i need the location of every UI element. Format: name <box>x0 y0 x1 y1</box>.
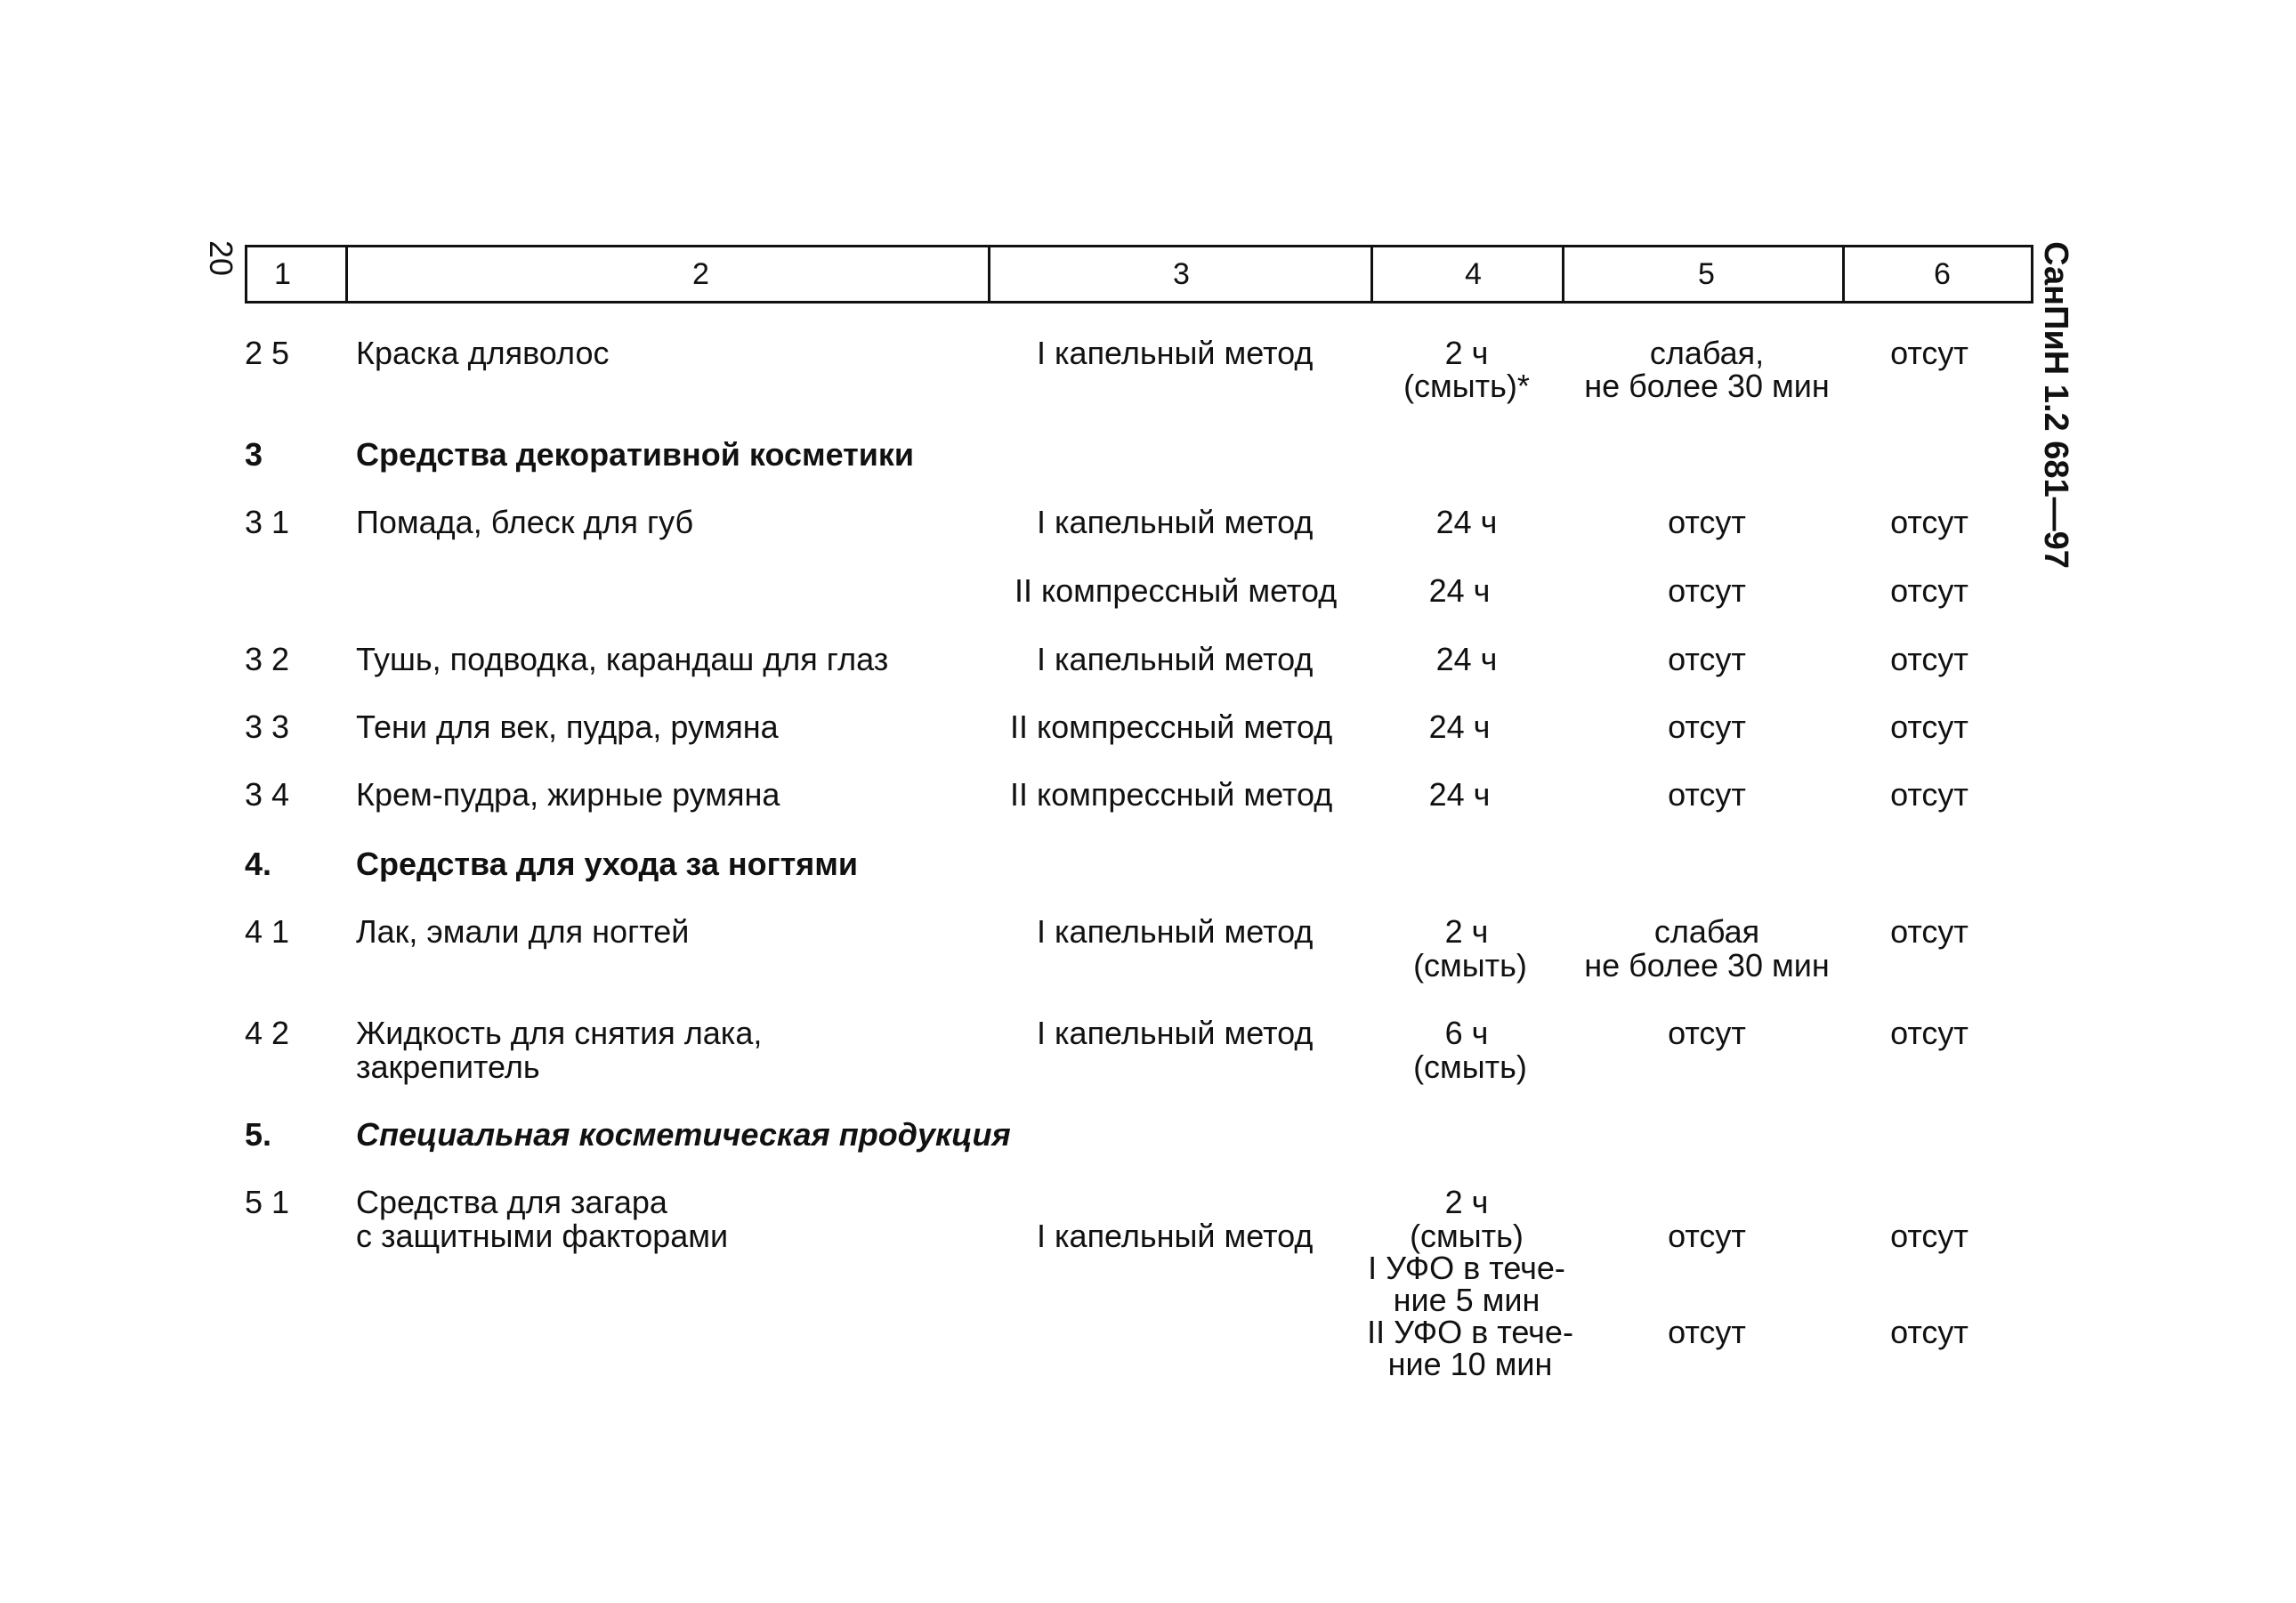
header-label: 2 <box>692 257 709 291</box>
test-method: I капельный метод <box>1037 335 1314 371</box>
test-method: I капельный метод <box>1037 913 1314 950</box>
section-number: 3 <box>245 436 263 473</box>
uv-exposure: ние 5 мин <box>1393 1282 1540 1318</box>
product-name: Жидкость для снятия лака, <box>356 1015 763 1051</box>
header-label: 6 <box>1934 257 1951 291</box>
exposure-time: 6 ч <box>1444 1015 1489 1051</box>
row-number: 4 2 <box>245 1015 290 1051</box>
test-method: II компрессный метод <box>1015 572 1338 609</box>
uv-exposure: II УФО в тече- <box>1367 1314 1573 1350</box>
exposure-time: 24 ч <box>1428 776 1491 813</box>
product-name: Лак, эмали для ногтей <box>356 913 690 950</box>
section-number: 5. <box>245 1116 272 1153</box>
col6-value: отсут <box>1890 776 1969 813</box>
col5-value: отсут <box>1668 504 1746 540</box>
col5-value: отсут <box>1668 1015 1746 1051</box>
col6-value: отсут <box>1890 572 1969 609</box>
col5-value: отсут <box>1668 641 1746 677</box>
exposure-time: (смыть) <box>1410 1218 1524 1254</box>
document-code: СанПиН 1.2 681—97 <box>2037 241 2074 569</box>
row-number: 5 1 <box>245 1184 290 1220</box>
row-number: 3 1 <box>245 504 290 540</box>
uv-exposure: ние 10 мин <box>1387 1346 1553 1382</box>
product-name: Тени для век, пудра, румяна <box>356 708 779 745</box>
test-method: I капельный метод <box>1037 1015 1314 1051</box>
exposure-time: 24 ч <box>1435 504 1498 540</box>
test-method: I капельный метод <box>1037 641 1314 677</box>
product-name: закрепитель <box>356 1048 540 1085</box>
exposure-time: 24 ч <box>1428 708 1491 745</box>
col5-value: отсут <box>1668 1218 1746 1254</box>
header-col-5 <box>1562 247 1842 301</box>
section-title: Средства декоративной косметики <box>356 436 915 473</box>
product-name: Краска дляволос <box>356 335 610 371</box>
col5-value: отсут <box>1668 776 1746 813</box>
col6-value: отсут <box>1890 1218 1969 1254</box>
col5-value: отсут <box>1668 572 1746 609</box>
exposure-time: 2 ч <box>1444 913 1489 950</box>
col6-value: отсут <box>1890 913 1969 950</box>
test-method: II компрессный метод <box>1010 708 1333 745</box>
row-number: 3 4 <box>245 776 290 813</box>
product-name: с защитными факторами <box>356 1218 729 1254</box>
test-method: II компрессный метод <box>1010 776 1333 813</box>
header-col-1 <box>247 247 345 301</box>
row-number: 4 1 <box>245 913 290 950</box>
exposure-time: 2 ч <box>1444 335 1489 371</box>
product-name: Помада, блеск для губ <box>356 504 694 540</box>
header-label: 4 <box>1465 257 1482 291</box>
reaction: слабая <box>1653 913 1760 950</box>
table-header <box>245 245 2033 304</box>
header-label: 3 <box>1173 257 1190 291</box>
test-method: I капельный метод <box>1037 1218 1314 1254</box>
row-number: 3 3 <box>245 708 290 745</box>
reaction: слабая, <box>1649 335 1765 371</box>
section-title: Специальная косметическая продукция <box>356 1116 1011 1153</box>
row-number: 2 5 <box>245 335 290 371</box>
col5-value: отсут <box>1668 708 1746 745</box>
exposure-time: 24 ч <box>1435 641 1498 677</box>
uv-exposure: I УФО в тече- <box>1368 1250 1565 1286</box>
header-col-6 <box>1842 247 2031 301</box>
exposure-time: (смыть) <box>1413 947 1527 984</box>
col6-value: отсут <box>1890 641 1969 677</box>
product-name: Тушь, подводка, карандаш для глаз <box>356 641 889 677</box>
col6-value: отсут <box>1890 1015 1969 1051</box>
row-number: 3 2 <box>245 641 290 677</box>
test-method: I капельный метод <box>1037 504 1314 540</box>
reaction: не более 30 мин <box>1584 368 1830 404</box>
page-number: 20 <box>203 239 240 277</box>
exposure-time: 2 ч <box>1444 1184 1489 1220</box>
product-name: Крем-пудра, жирные румяна <box>356 776 780 813</box>
header-label: 1 <box>274 257 291 291</box>
section-title: Средства для ухода за ногтями <box>356 846 858 882</box>
col5-value: отсут <box>1668 1314 1746 1350</box>
reaction: не более 30 мин <box>1584 947 1830 984</box>
header-col-3 <box>988 247 1370 301</box>
header-label: 5 <box>1698 257 1715 291</box>
header-col-2 <box>345 247 988 301</box>
col6-value: отсут <box>1890 504 1969 540</box>
section-number: 4. <box>245 846 272 882</box>
product-name: Средства для загара <box>356 1184 667 1220</box>
exposure-time: (смыть) <box>1413 1048 1527 1085</box>
header-col-4 <box>1370 247 1562 301</box>
col6-value: отсут <box>1890 708 1969 745</box>
exposure-time: 24 ч <box>1428 572 1491 609</box>
exposure-time: (смыть)* <box>1403 368 1530 404</box>
col6-value: отсут <box>1890 1314 1969 1350</box>
col6-value: отсут <box>1890 335 1969 371</box>
